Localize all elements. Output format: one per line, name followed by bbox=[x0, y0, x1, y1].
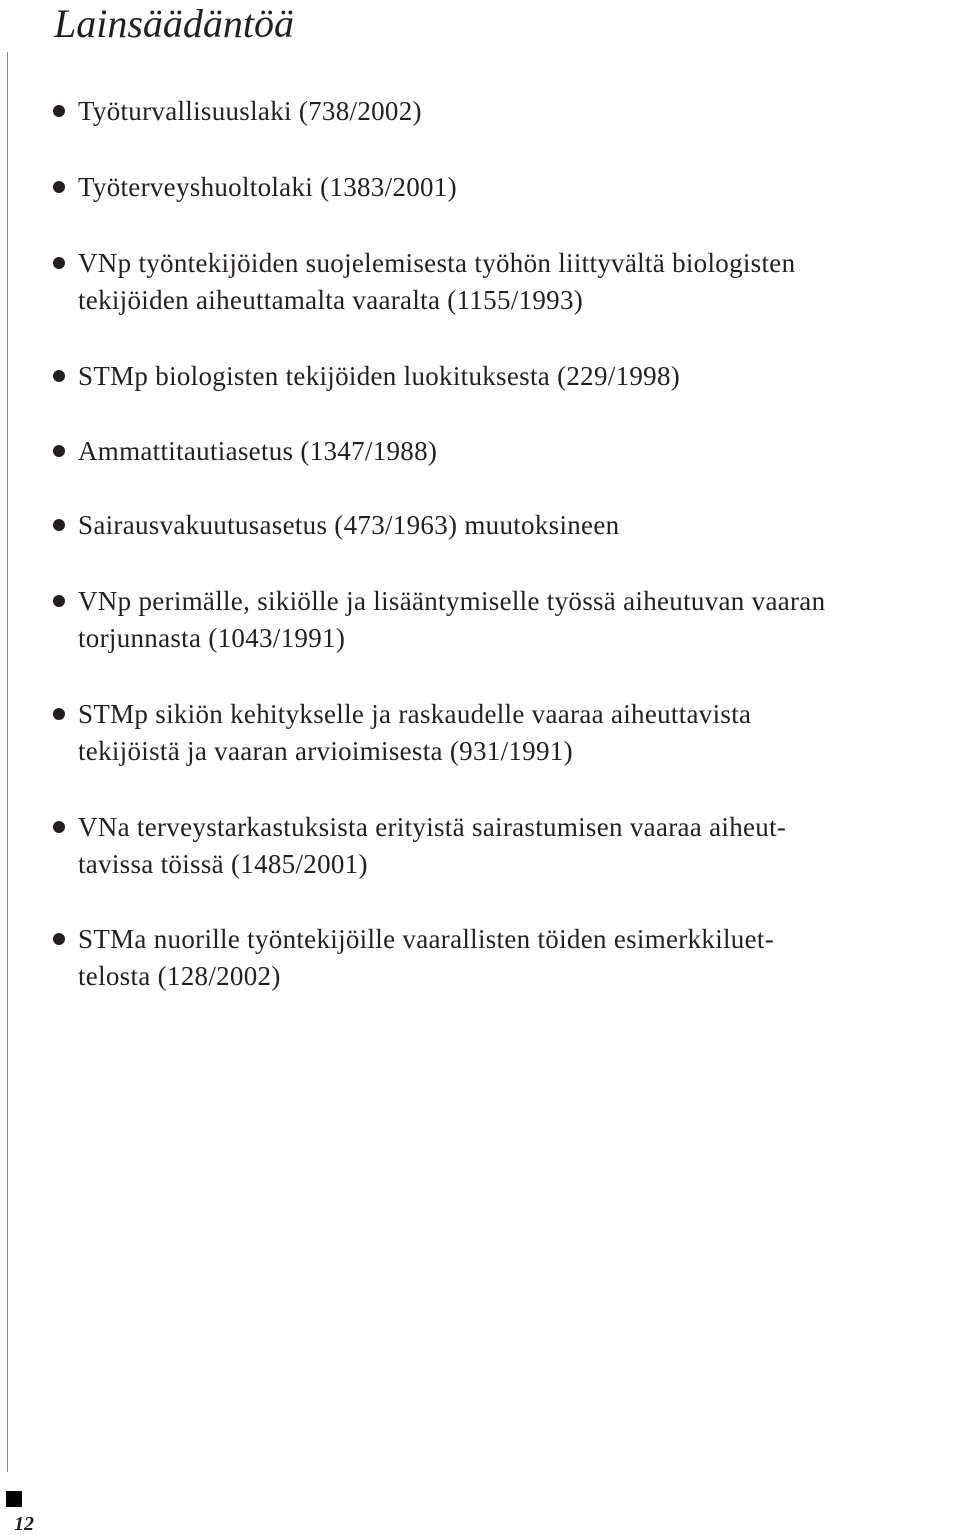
law-item-line: STMa nuorille työntekijöille vaarallisten töiden esimerkkiluet- bbox=[78, 924, 774, 954]
margin-rule bbox=[7, 52, 8, 1472]
law-item bbox=[50, 169, 940, 206]
law-item bbox=[50, 809, 940, 883]
law-item-line: tekijöistä ja vaaran arvioimisesta (931/1991) bbox=[78, 736, 573, 766]
law-item-line: telosta (128/2002) bbox=[78, 961, 281, 991]
law-item bbox=[50, 93, 940, 130]
law-item bbox=[50, 245, 940, 319]
bullet-icon bbox=[53, 105, 65, 117]
law-item-line: STMp biologisten tekijöiden luokituksesta (229/1998) bbox=[78, 361, 681, 391]
footer-square-icon bbox=[6, 1491, 22, 1507]
law-item-line: STMp sikiön kehitykselle ja raskaudelle vaaraa aiheuttavista bbox=[78, 699, 752, 729]
law-item-line: Ammattitautiasetus (1347/1988) bbox=[78, 436, 438, 466]
law-item-line: tekijöiden aiheuttamalta vaaralta (1155/1993) bbox=[78, 285, 584, 315]
law-item-line: Sairausvakuutusasetus (473/1963) muutoksineen bbox=[78, 510, 620, 540]
bullet-icon bbox=[53, 257, 65, 269]
law-item-line: Työterveyshuoltolaki (1383/2001) bbox=[78, 172, 457, 202]
law-item-line: tavissa töissä (1485/2001) bbox=[78, 849, 368, 879]
bullet-icon bbox=[53, 370, 65, 382]
bullet-icon bbox=[53, 519, 65, 531]
page-number: 12 bbox=[14, 1513, 34, 1535]
law-item bbox=[50, 433, 940, 470]
law-item-line: torjunnasta (1043/1991) bbox=[78, 623, 346, 653]
law-item bbox=[50, 507, 940, 544]
bullet-icon bbox=[53, 445, 65, 457]
bullet-icon bbox=[53, 708, 65, 720]
bullet-icon bbox=[53, 181, 65, 193]
bullet-icon bbox=[53, 595, 65, 607]
law-item bbox=[50, 358, 940, 395]
law-item-line: VNp perimälle, sikiölle ja lisääntymiselle työssä aiheutuvan vaaran bbox=[78, 586, 826, 616]
law-item-line: VNa terveystarkastuksista erityistä sairastumisen vaaraa aiheut- bbox=[78, 812, 787, 842]
law-item-line: Työturvallisuuslaki (738/2002) bbox=[78, 96, 422, 126]
law-item bbox=[50, 921, 940, 995]
bullet-icon bbox=[53, 821, 65, 833]
law-item-line: VNp työntekijöiden suojelemisesta työhön liittyvältä biologisten bbox=[78, 248, 796, 278]
bullet-icon bbox=[53, 933, 65, 945]
law-item bbox=[50, 696, 940, 770]
page-title: Lainsäädäntöä bbox=[54, 1, 295, 46]
law-item bbox=[50, 583, 940, 657]
